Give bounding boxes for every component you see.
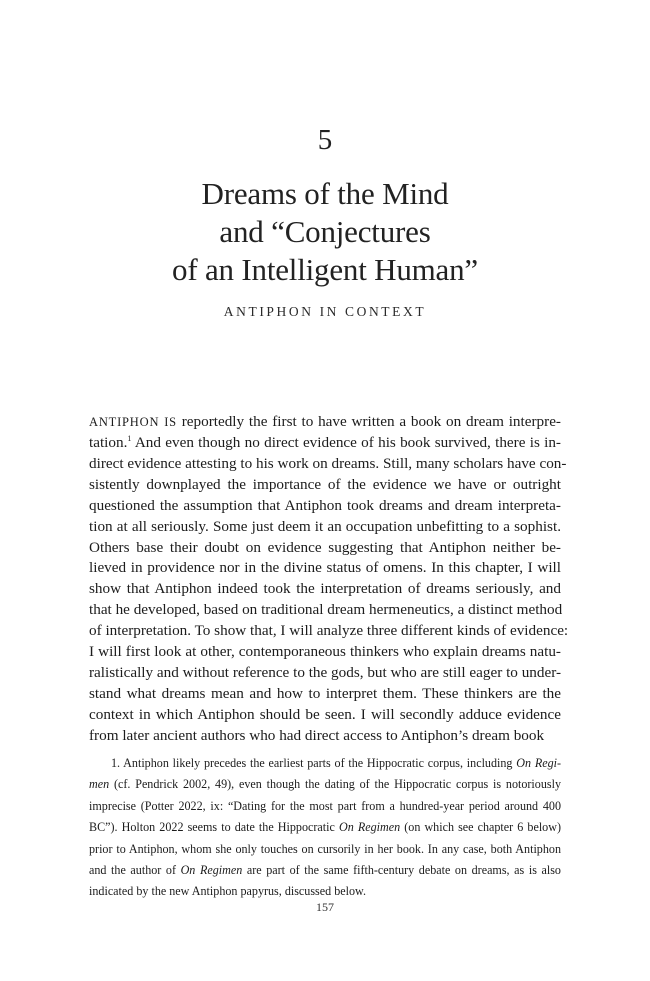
footnote-ref[interactable]: 1 [127, 433, 132, 443]
footnote-text: and the author of [89, 862, 181, 877]
footnote [89, 753, 561, 903]
footnote-text: BC”). Holton 2022 seems to date the Hippocratic [89, 820, 339, 835]
body-line: sistently downplayed the importance of the evidence we have or outright [89, 475, 561, 493]
footnote-italic: On Regi- [516, 756, 562, 770]
chapter-title-line: of an Intelligent Human” [172, 252, 478, 287]
body-line: I will first look at other, contemporaneous thinkers who explain dreams natu- [89, 643, 561, 661]
body-line: of interpretation. To show that, I will analyze three different kinds of evidence: [89, 622, 569, 640]
body-line: context in which Antiphon should be seen. I will secondly adduce evidence [89, 705, 561, 723]
chapter-title-line: and “Conjectures [219, 214, 431, 249]
footnote-text: (on which see chapter 6 below) [400, 820, 561, 835]
chapter-title [0, 175, 650, 289]
body-line: from later ancient authors who had direct access to Antiphon’s dream book [89, 726, 545, 744]
body-line: lieved in providence nor in the divine status of omens. In this chapter, I will [89, 559, 561, 577]
footnote-text: (cf. Pendrick 2002, 49), even though the dating of the Hippocratic corpus is notoriously [109, 777, 561, 792]
body-line: tion at all seriously. Some just deem it an occupation unbefitting to a sophist. [89, 517, 561, 535]
body-line: Others base their doubt on evidence suggesting that Antiphon neither be- [89, 538, 561, 556]
body-line: direct evidence attesting to his work on dreams. Still, many scholars have con- [89, 454, 567, 472]
body-text [89, 412, 569, 747]
footnote-italic: On Regimen [180, 862, 243, 877]
page-number: 157 [316, 900, 334, 914]
body-line: that he developed, based on traditional dream hermeneutics, a distinct method [89, 601, 563, 619]
footnote-line [89, 774, 561, 795]
footnote-italic: On Regimen [338, 820, 401, 835]
footnote-line: imprecise (Potter 2022, ix: “Dating for the most part from a hundred-year period around 400 [89, 798, 561, 813]
body-line [89, 412, 561, 433]
footnote-line [89, 817, 561, 838]
footnote-line: indicated by the new Antiphon papyrus, discussed below. [89, 884, 366, 899]
body-line: stand what dreams mean and how to interpret them. These thinkers are the [89, 684, 561, 702]
footnote-line [89, 753, 561, 774]
footnote-italic: men [89, 777, 110, 792]
body-line: show that Antiphon indeed took the interpretation of dreams seriously, and [89, 580, 561, 598]
footnote-text: 1. Antiphon likely precedes the earliest parts of the Hippocratic corpus, including [111, 756, 517, 770]
footnote-line [89, 860, 561, 881]
body-line-text: reportedly the first to have written a book on dream interpre- [176, 413, 561, 430]
lead-smallcaps: ANTIPHON IS [89, 415, 177, 429]
body-line: ralistically and without reference to the gods, but who are still eager to under- [89, 664, 562, 682]
chapter-subtitle: ANTIPHON IN CONTEXT [223, 304, 427, 319]
footnote-line: prior to Antiphon, whom she only touches on cursorily in her book. In any case, both Antiphon [89, 841, 561, 856]
body-line [89, 433, 561, 454]
chapter-number: 5 [317, 124, 333, 156]
body-line: questioned the assumption that Antiphon took dreams and dream interpreta- [89, 496, 561, 514]
body-line-text: And even though no direct evidence of his book survived, there is in- [131, 433, 561, 451]
chapter-title-line: Dreams of the Mind [201, 176, 449, 211]
footnote-text: are part of the same fifth-century debate on dreams, as is also [242, 862, 561, 877]
body-line-text: tation. [89, 433, 128, 451]
